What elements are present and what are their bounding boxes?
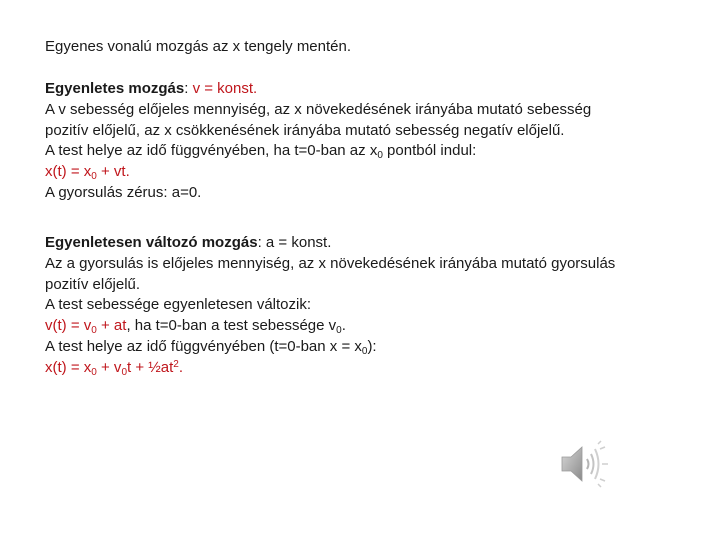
uniform-line-5: A gyorsulás zérus: a=0. [45, 183, 202, 201]
uniform-position-equation [45, 162, 591, 183]
accelerated-heading-suffix: : a = konst. [257, 234, 332, 251]
uniform-line-3-text: A test helye az idő függvényében, ha t=0-ban az x [45, 142, 378, 160]
uniform-line-1: A v sebesség előjeles mennyiség, az x növekedésének irányába mutató sebesség [45, 100, 592, 118]
xeq-at: at [160, 358, 174, 376]
accelerated-heading-line [45, 233, 615, 254]
slide-title: Egyenes vonalú mozgás az x tengely mentén. [45, 38, 352, 55]
uniform-line-2: pozitív előjelű, az x csökkenésének irányába mutató sebesség negatív előjelű. [45, 121, 565, 139]
accelerated-heading: Egyenletesen változó mozgás [45, 234, 258, 251]
xeq-t: t + [127, 358, 149, 376]
uniform-eq-sub: 0 [91, 171, 97, 183]
uniform-formula: v = konst. [192, 80, 258, 97]
uniform-eq-post: + vt. [96, 163, 130, 181]
xeq-pre: x(t) = x [45, 358, 92, 376]
speaker-icon[interactable] [560, 440, 610, 488]
accelerated-line-5-text: A test helye az idő függvényében (t=0-ban x = x [45, 337, 362, 355]
uniform-eq-pre: x(t) = x [45, 163, 92, 181]
uniform-line-3-sub: 0 [377, 150, 383, 162]
xeq-sup: 2 [173, 358, 179, 370]
veq-mid: + at [96, 317, 127, 335]
uniform-heading: Egyenletes mozgás [45, 80, 185, 97]
xeq-sub-2: 0 [121, 366, 127, 378]
xeq-mid: + v [96, 358, 122, 376]
xeq-half: ½ [148, 358, 161, 376]
accelerated-motion-section [45, 233, 615, 379]
position-equation [45, 358, 615, 379]
veq-explanation: , ha t=0-ban a test sebessége v [126, 317, 337, 335]
accelerated-line-3: A test sebessége egyenletesen változik: [45, 296, 312, 314]
xeq-end: . [178, 358, 184, 376]
accelerated-line-1: Az a gyorsulás is előjeles mennyiség, az x növekedésének irányába mutató gyorsulás [45, 254, 616, 272]
uniform-motion-section [45, 79, 591, 204]
accelerated-line-5-end: ): [367, 337, 377, 355]
veq-pre: v(t) = v [45, 317, 92, 335]
uniform-line-3 [45, 141, 591, 162]
xeq-sub-1: 0 [91, 366, 97, 378]
uniform-heading-line [45, 79, 591, 100]
accelerated-line-2: pozitív előjelű. [45, 275, 141, 293]
accelerated-line-5-sub: 0 [361, 345, 368, 357]
velocity-equation [45, 317, 127, 337]
velocity-equation-line [45, 316, 615, 337]
veq-explanation-end: . [341, 317, 346, 335]
veq-sub: 0 [91, 325, 97, 337]
veq-explanation-sub: 0 [336, 325, 342, 337]
uniform-line-3-end: pontból indul: [382, 142, 477, 160]
uniform-heading-suffix: : [184, 80, 193, 97]
accelerated-line-5 [45, 337, 615, 358]
